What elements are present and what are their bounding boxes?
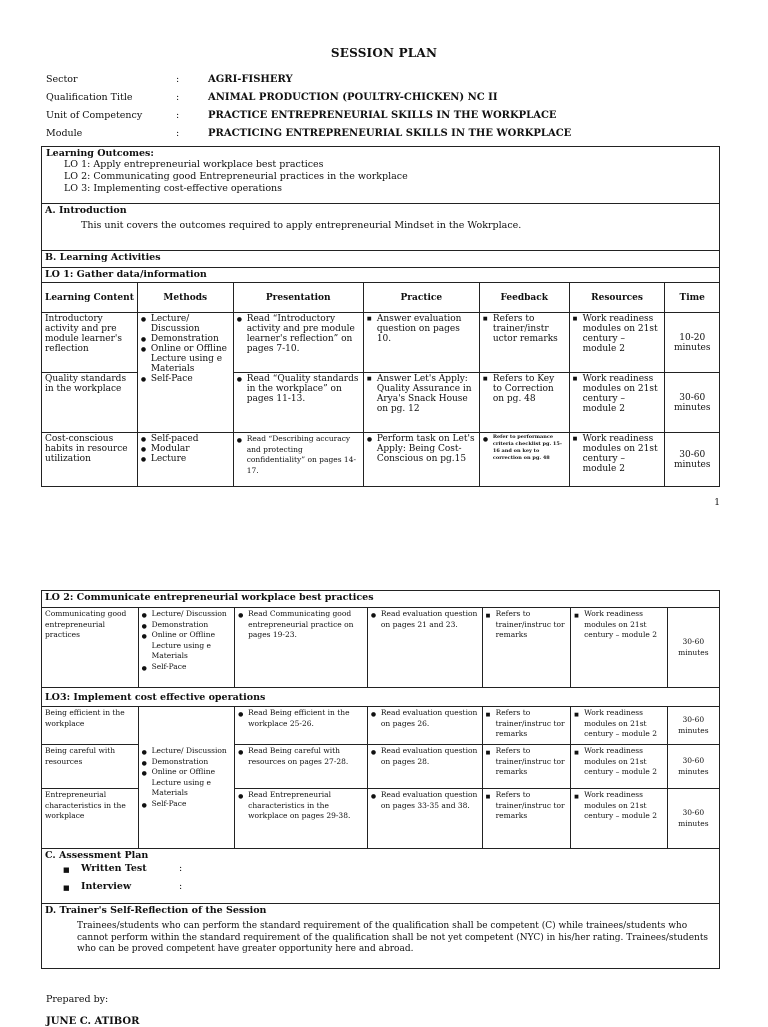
methods-list [141, 314, 230, 384]
table-row [42, 433, 720, 487]
feedback-cell [482, 789, 571, 849]
presentation-cell [233, 373, 363, 433]
feedback-cell [479, 373, 569, 433]
methods-cell [137, 313, 233, 433]
assessment-label: Interview [81, 881, 132, 892]
assessment-colon: : [179, 863, 183, 874]
resources-item: ■ Work readiness modules on 21st century – module 2 [573, 314, 662, 354]
feedback-cell [482, 608, 571, 688]
learning-content-cell: Being careful with resources [42, 745, 139, 789]
column-header-row [42, 283, 720, 313]
learning-outcome-item: LO 2: Communicating good Entrepreneurial practices in the workplace [64, 171, 408, 182]
method-item: ● Demonstration [142, 620, 232, 631]
header-colon: : [176, 74, 180, 85]
feedback-item: ■ Refers to trainer/instr uctor remarks [483, 314, 566, 344]
time-cell: 30-60 minutes [665, 373, 720, 433]
method-item: ● Online or Offline Lecture using e Materials [142, 767, 232, 799]
presentation-cell [235, 608, 368, 688]
method-item: ● Lecture/ Discussion [142, 746, 232, 757]
time-cell: 30-60 minutes [667, 707, 719, 745]
page-title: SESSION PLAN [330, 46, 438, 60]
resources-item: ■ Work readiness modules on 21st century – module 2 [574, 790, 664, 822]
presentation-item: ● Read Entrepreneurial characteristics in the workplace on pages 29-38. [238, 790, 364, 822]
method-item: ● Self-Pace [142, 799, 232, 810]
prepared-by-label: Prepared by: [46, 994, 109, 1005]
methods-cell [138, 608, 235, 688]
feedback-cell [482, 707, 571, 745]
practice-item: ■ Answer Let's Apply: Quality Assurance in Arya's Snack House on pg. 12 [367, 374, 476, 414]
feedback-cell [482, 745, 571, 789]
practice-cell [367, 789, 482, 849]
plan-table [41, 590, 720, 969]
learning-content-cell: Entrepreneurial characteristics in the workplace [42, 789, 139, 849]
assessment-plan-heading: C. Assessment Plan [45, 850, 149, 861]
header-value: AGRI-FISHERY [208, 74, 293, 85]
time-cell: 30-60 minutes [667, 789, 719, 849]
resources-item: ■ Work readiness modules on 21st century – module 2 [573, 374, 662, 414]
table-row [42, 313, 720, 373]
resources-cell [571, 707, 668, 745]
feedback-item: ● Refer to performance criteria checklist pg. 15-16 and on key to correction on pg. 48 [483, 434, 566, 462]
feedback-item: ■ Refers to trainer/instruc tor remarks [486, 746, 568, 778]
column-header: Practice [363, 283, 479, 313]
resources-item: ■ Work readiness modules on 21st century – module 2 [573, 434, 662, 474]
methods-list [141, 434, 230, 464]
column-header: Methods [137, 283, 233, 313]
practice-item: ● Read evaluation question on pages 21 and 23. [371, 609, 479, 630]
practice-item: ● Read evaluation question on pages 33-35 and 38. [371, 790, 479, 811]
presentation-item: ● Read “Introductory activity and pre module learner's reflection” on pages 7-10. [237, 314, 360, 354]
methods-list [142, 746, 232, 809]
assessment-item [45, 861, 716, 879]
lo2-heading: LO 2: Communicate entrepreneurial workplace best practices [42, 591, 720, 608]
presentation-item: ● Read Being efficient in the workplace 25-26. [238, 708, 364, 729]
bullet-icon: ■ [63, 883, 70, 892]
reflection-heading: D. Trainer's Self-Reflection of the Session [45, 905, 267, 916]
methods-list [142, 609, 232, 672]
page-number: 1 [714, 498, 720, 508]
resources-cell [571, 789, 668, 849]
practice-item: ● Perform task on Let's Apply: Being Cost-Conscious on pg.15 [367, 434, 476, 464]
practice-item: ● Read evaluation question on pages 28. [371, 746, 479, 767]
introduction-heading: A. Introduction [45, 205, 127, 216]
practice-cell [367, 707, 482, 745]
learning-outcomes-heading: Learning Outcomes: [46, 148, 154, 159]
presentation-cell [235, 745, 368, 789]
practice-item: ● Read evaluation question on pages 26. [371, 708, 479, 729]
column-header: Feedback [479, 283, 569, 313]
method-item: ● Self-Pace [142, 662, 232, 673]
feedback-item: ■ Refers to Key to Correction on pg. 48 [483, 374, 566, 404]
learning-content-cell: Cost-conscious habits in resource utilization [42, 433, 138, 487]
column-header: Learning Content [42, 283, 138, 313]
reflection-text: Trainees/students who can perform the standard requirement of the qualification shall be competent (C) while trainees/students who cannot perform within the standard requirement of the qualification shall be not yet competent (NYC) in his/her rating. Trainees/students who can be proved competent have greater opportunity here and abroad. [77, 921, 709, 954]
method-item: ● Online or Offline Lecture using e Materials [141, 344, 230, 374]
learning-outcomes-list [46, 159, 716, 195]
header-value: PRACTICE ENTREPRENEURIAL SKILLS IN THE WORKPLACE [208, 110, 557, 121]
introduction-text: This unit covers the outcomes required to apply entrepreneurial Mindset in the Wokrplace. [81, 220, 522, 231]
table-row [42, 608, 720, 688]
feedback-item: ■ Refers to trainer/instruc tor remarks [486, 609, 568, 641]
presentation-cell [233, 313, 363, 373]
feedback-item: ■ Refers to trainer/instruc tor remarks [486, 790, 568, 822]
session-plan-table-page1 [41, 146, 720, 487]
introduction-cell [42, 204, 720, 251]
resources-item: ■ Work readiness modules on 21st century – module 2 [574, 708, 664, 740]
plan-table [41, 146, 720, 487]
header-colon: : [176, 92, 180, 103]
methods-cell [137, 433, 233, 487]
resources-cell [571, 608, 668, 688]
time-cell: 30-60 minutes [665, 433, 720, 487]
learning-outcome-item: LO 3: Implementing cost-effective operations [64, 183, 283, 194]
preparer-name: JUNE C. ATIBOR [46, 1016, 140, 1027]
time-cell: 10-20 minutes [665, 313, 720, 373]
learning-outcome-item: LO 1: Apply entrepreneurial workplace best practices [64, 159, 324, 170]
learning-content-cell: Communicating good entrepreneurial practices [42, 608, 139, 688]
resources-cell [569, 313, 665, 373]
feedback-cell [479, 313, 569, 373]
practice-cell [363, 373, 479, 433]
methods-cell [138, 707, 235, 849]
learning-content-cell: Being efficient in the workplace [42, 707, 139, 745]
time-cell: 30-60 minutes [667, 745, 719, 789]
method-item: ● Lecture/ Discussion [141, 314, 230, 334]
resources-item: ■ Work readiness modules on 21st century – module 2 [574, 746, 664, 778]
method-item: ● Modular [141, 444, 230, 454]
presentation-item: ● Read “Quality standards in the workplace” on pages 11-13. [237, 374, 360, 404]
header-colon: : [176, 110, 180, 121]
header-colon: : [176, 128, 180, 139]
learning-content-cell: Introductory activity and pre module learner's reflection [42, 313, 138, 373]
method-item: ● Demonstration [142, 757, 232, 768]
resources-item: ■ Work readiness modules on 21st century – module 2 [574, 609, 664, 641]
column-header: Time [665, 283, 720, 313]
resources-cell [569, 373, 665, 433]
feedback-cell [479, 433, 569, 487]
method-item: ● Online or Offline Lecture using e Materials [142, 630, 232, 662]
assessment-label: Written Test [81, 863, 147, 874]
header-key: Sector [46, 74, 78, 85]
header-key: Module [46, 128, 83, 139]
resources-cell [569, 433, 665, 487]
method-item: ● Demonstration [141, 334, 230, 344]
header-key: Qualification Title [46, 92, 133, 103]
presentation-item: ● Read “Describing accuracy and protecting confidentiality” on pages 14-17. [237, 434, 360, 476]
learning-activities-heading: B. Learning Activities [42, 251, 720, 268]
lo1-heading: LO 1: Gather data/information [42, 268, 720, 283]
presentation-item: ● Read Communicating good entrepreneurial practice on pages 19-23. [238, 609, 364, 641]
learning-outcomes-cell [42, 147, 720, 204]
header-value: PRACTICING ENTREPRENEURIAL SKILLS IN THE WORKPLACE [208, 128, 572, 139]
lo3-heading: LO3: Implement cost effective operations [42, 688, 720, 707]
method-item: ● Self-paced [141, 434, 230, 444]
header-key: Unit of Competency [46, 110, 143, 121]
assessment-colon: : [179, 881, 183, 892]
method-item: ● Self-Pace [141, 374, 230, 384]
practice-cell [363, 433, 479, 487]
reflection-cell [42, 904, 720, 969]
column-header: Resources [569, 283, 665, 313]
practice-item: ■ Answer evaluation question on pages 10. [367, 314, 476, 344]
header-value: ANIMAL PRODUCTION (POULTRY-CHICKEN) NC II [208, 92, 498, 103]
presentation-cell [235, 707, 368, 745]
presentation-cell [235, 789, 368, 849]
session-plan-table-page2 [41, 590, 720, 969]
assessment-plan-cell [42, 849, 720, 904]
table-row [42, 707, 720, 745]
method-item: ● Lecture [141, 454, 230, 464]
practice-cell [367, 608, 482, 688]
learning-content-cell: Quality standards in the workplace [42, 373, 138, 433]
practice-cell [363, 313, 479, 373]
practice-cell [367, 745, 482, 789]
assessment-item [45, 879, 716, 897]
column-header: Presentation [233, 283, 363, 313]
resources-cell [571, 745, 668, 789]
presentation-item: ● Read Being careful with resources on pages 27-28. [238, 746, 364, 767]
feedback-item: ■ Refers to trainer/instruc tor remarks [486, 708, 568, 740]
presentation-cell [233, 433, 363, 487]
bullet-icon: ■ [63, 865, 70, 874]
method-item: ● Lecture/ Discussion [142, 609, 232, 620]
time-cell: 30-60 minutes [667, 608, 719, 688]
